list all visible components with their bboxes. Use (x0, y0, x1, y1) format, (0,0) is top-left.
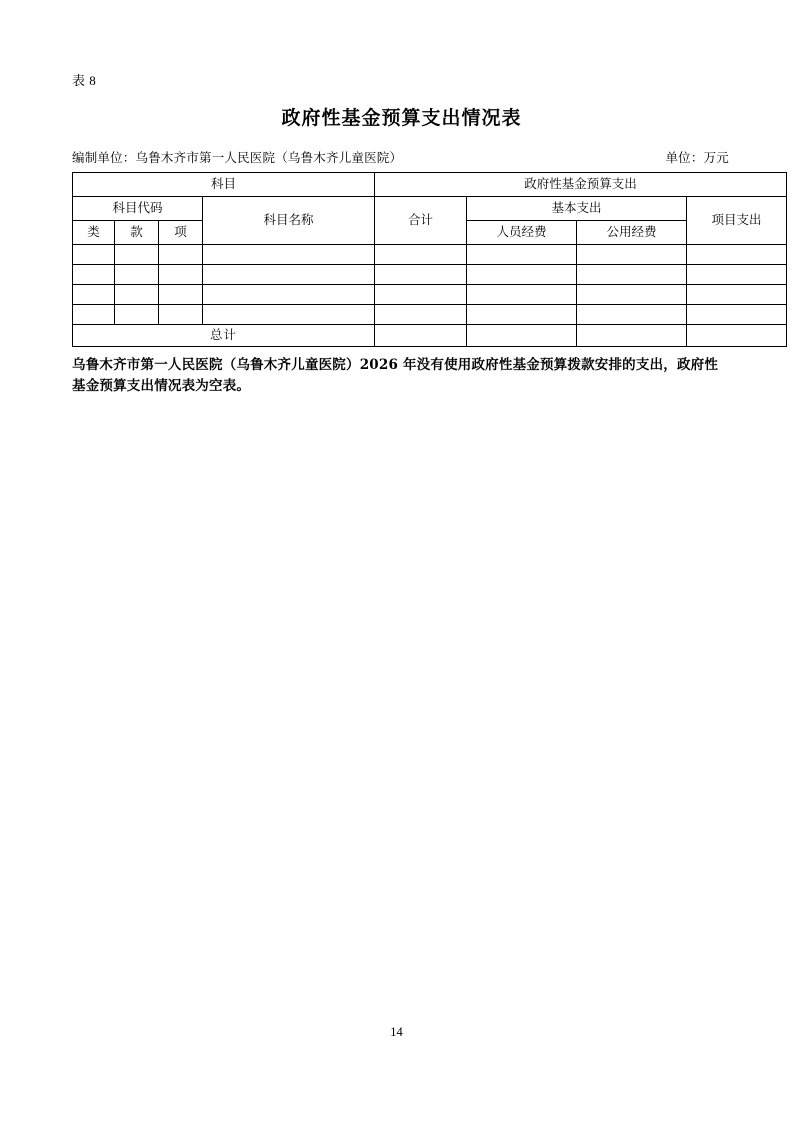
cell-project (687, 265, 787, 285)
header-class: 类 (73, 221, 115, 245)
cell-section (115, 285, 159, 305)
page-title: 政府性基金预算支出情况表 (281, 107, 522, 129)
cell-name (203, 245, 375, 265)
page-number: 14 (390, 1025, 403, 1039)
cell-personnel (467, 305, 577, 325)
header-subject-code-group: 科目代码 (73, 197, 203, 221)
table-total-row (73, 325, 787, 347)
cell-section (115, 265, 159, 285)
cell-item (159, 245, 203, 265)
cell-class (73, 305, 115, 325)
table-row (73, 285, 787, 305)
header-basic-expenditure: 基本支出 (467, 197, 687, 221)
cell-class (73, 285, 115, 305)
meta-row (72, 148, 731, 166)
cell-project (687, 285, 787, 305)
cell-name (203, 305, 375, 325)
table-label: 表 8 (72, 73, 97, 88)
cell-project (687, 305, 787, 325)
table-row (73, 305, 787, 325)
cell-total (375, 305, 467, 325)
cell-total-personnel (467, 325, 577, 347)
cell-public (577, 265, 687, 285)
cell-personnel (467, 245, 577, 265)
cell-project (687, 245, 787, 265)
table-header-row-1 (73, 173, 787, 197)
cell-total-project (687, 325, 787, 347)
cell-total-label: 总计 (73, 325, 375, 347)
header-subject-group: 科目 (73, 173, 375, 197)
cell-public (577, 285, 687, 305)
cell-total (375, 285, 467, 305)
cell-section (115, 245, 159, 265)
cell-item (159, 305, 203, 325)
cell-total-total (375, 325, 467, 347)
cell-item (159, 265, 203, 285)
cell-name (203, 285, 375, 305)
cell-total-public (577, 325, 687, 347)
cell-personnel (467, 265, 577, 285)
cell-name (203, 265, 375, 285)
header-project-expenditure: 项目支出 (687, 197, 787, 245)
header-fund-expenditure-group: 政府性基金预算支出 (375, 173, 787, 197)
header-personnel-funds: 人员经费 (467, 221, 577, 245)
cell-total (375, 265, 467, 285)
cell-total (375, 245, 467, 265)
header-subject-name: 科目名称 (203, 197, 375, 245)
header-item: 项 (159, 221, 203, 245)
cell-personnel (467, 285, 577, 305)
cell-section (115, 305, 159, 325)
cell-item (159, 285, 203, 305)
cell-public (577, 305, 687, 325)
table-row (73, 265, 787, 285)
budget-table (72, 172, 787, 347)
table-header-row-2 (73, 197, 787, 221)
unit-label: 单位：万元 (665, 151, 729, 165)
table-row (73, 245, 787, 265)
cell-class (73, 265, 115, 285)
note-text: 乌鲁木齐市第一人民医院（乌鲁木齐儿童医院）2026 年没有使用政府性基金预算拨款安排的支出，政府性基金预算支出情况表为空表。 (72, 357, 719, 394)
cell-public (577, 245, 687, 265)
prepared-by-label: 编制单位：乌鲁木齐市第一人民医院（乌鲁木齐儿童医院） (72, 151, 403, 165)
header-total: 合计 (375, 197, 467, 245)
header-public-funds: 公用经费 (577, 221, 687, 245)
header-section: 款 (115, 221, 159, 245)
cell-class (73, 245, 115, 265)
